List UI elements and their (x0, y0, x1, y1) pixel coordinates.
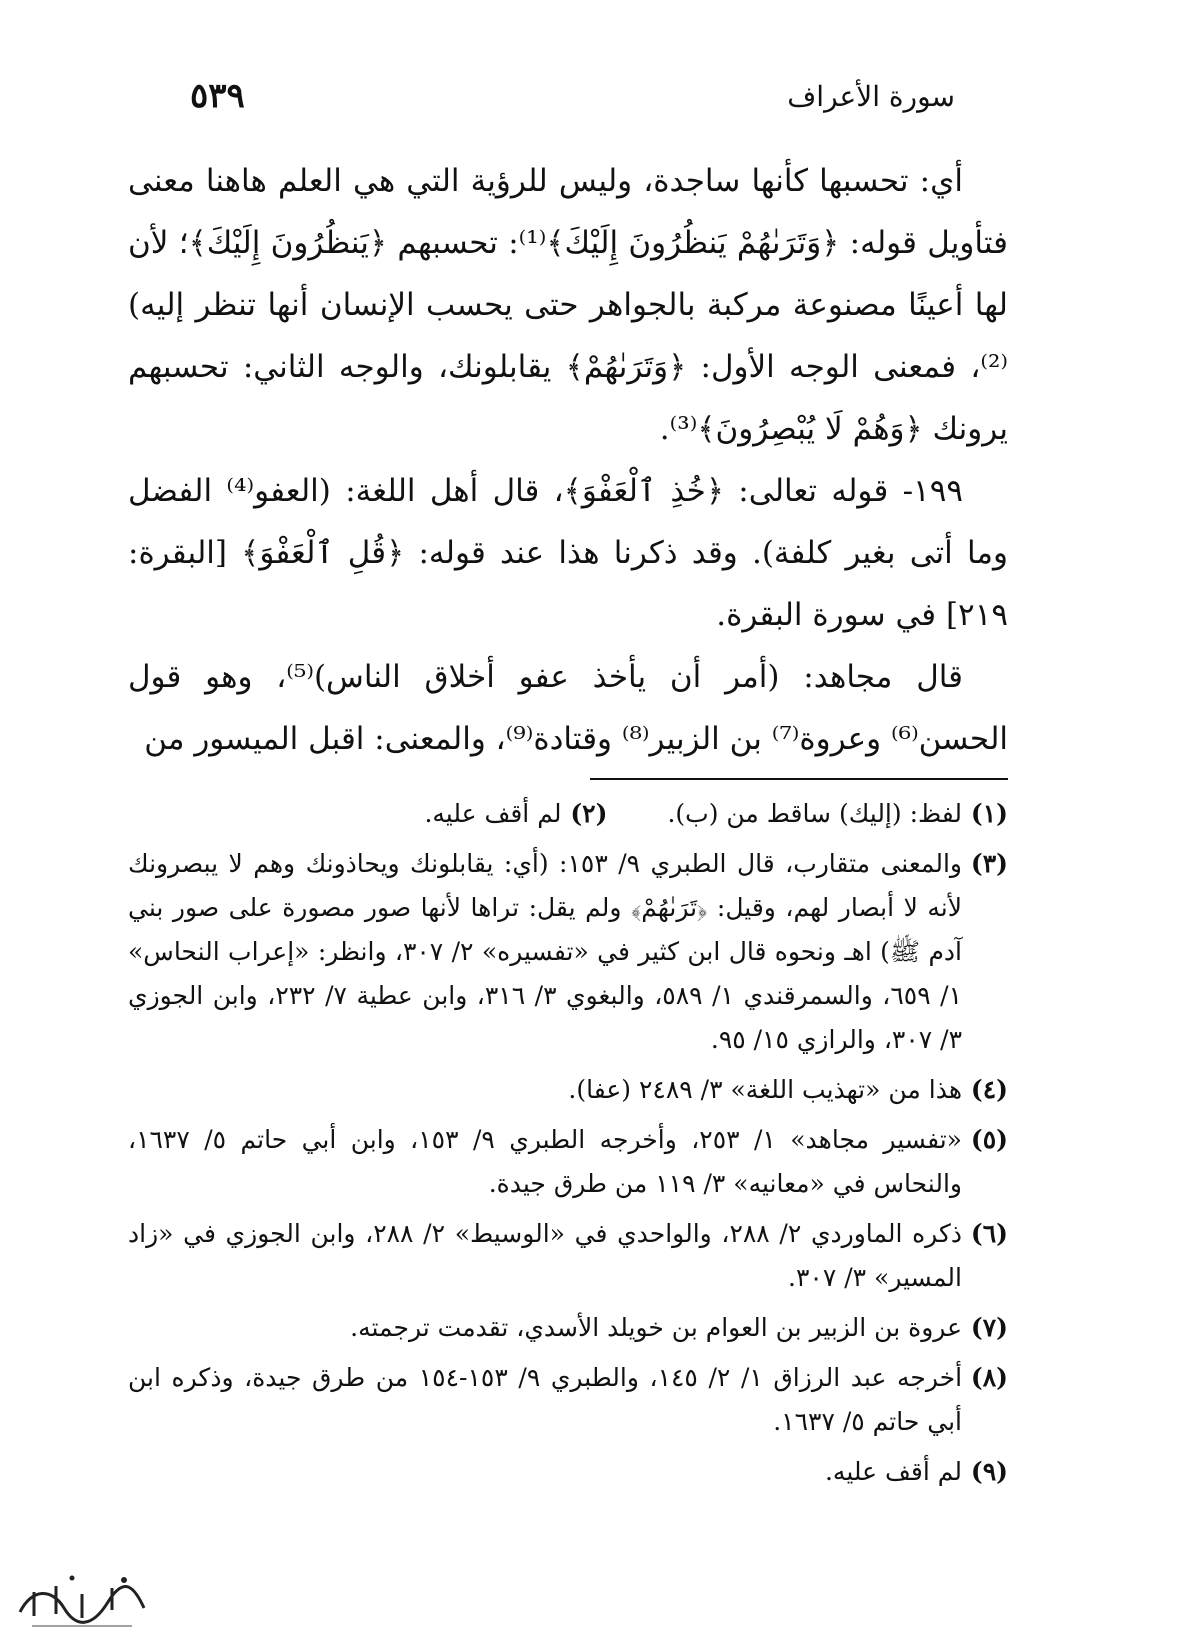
footnote-row (128, 792, 1008, 842)
paragraph-1: أي: تحسبها كأنها ساجدة، وليس للرؤية التي هي العلم هاهنا معنى فتأويل قوله: ﴿وَتَرَىٰهُمْ يَنظُرُونَ إِلَيْكَ﴾⁽¹⁾: تحسبهم ﴿يَنظُرُونَ إِلَيْكَ﴾؛ لأن لها أعينًا مصنوعة مركبة بالجواهر حتى يحسب الإنسان أنها تنظر إليه)⁽²⁾، فمعنى الوجه الأول: ﴿وَتَرَىٰهُمْ﴾ يقابلونك، والوجه الثاني: تحسبهم يرونك ﴿وَهُمْ لَا يُبْصِرُونَ﴾⁽³⁾. (128, 163, 1008, 447)
footnote-2 (424, 792, 607, 836)
footnote-text: ذكره الماوردي ٢/ ٢٨٨، والواحدي في «الوسيط» ٢/ ٢٨٨، وابن الجوزي في «زاد المسير» ٣/ ٣٠٧. (128, 1219, 963, 1292)
footnote-number: (١) (970, 799, 1008, 828)
footnote-number: (٤) (970, 1075, 1008, 1104)
footnote-text: والمعنى متقارب، قال الطبري ٩/ ١٥٣: (أي: يقابلونك ويحاذونك وهم لا يبصرونك لأنه لا أبصار لهم، وقيل: ﴿تَرَىٰهُمْ﴾ ولم يقل: تراها لأنها صور مصورة على صور بني آدم ﷺ) اهـ ونحوه قال ابن كثير في «تفسيره» ٢/ ٣٠٧، وانظر: «إعراب النحاس» ١/ ٦٥٩، والسمرقندي ١/ ٥٨٩، والبغوي ٣/ ٣١٦، وابن عطية ٧/ ٢٣٢، وابن الجوزي ٣/ ٣٠٧، والرازي ١٥/ ٩٥. (128, 849, 963, 1054)
footnote-text: لم أقف عليه. (824, 1457, 962, 1486)
library-logo-icon (12, 1568, 152, 1638)
footnote-text: لفظ: (إليك) ساقط من (ب). (667, 799, 962, 828)
footnote-number: (٧) (970, 1313, 1008, 1342)
footnote-number: (٦) (970, 1219, 1008, 1248)
footnote-4 (128, 1068, 1008, 1112)
footnote-7 (128, 1306, 1008, 1350)
footnote-text: لم أقف عليه. (424, 799, 562, 828)
surah-title: سورة الأعراف (787, 80, 955, 113)
page-number: ٥٣٩ (190, 76, 245, 116)
footnote-5 (128, 1118, 1008, 1206)
paragraph-3: قال مجاهد: (أمر أن يأخذ عفو أخلاق الناس)⁽⁵⁾، وهو قول الحسن⁽⁶⁾ وعروة⁽⁷⁾ بن الزبير⁽⁸⁾ وقتادة⁽⁹⁾، والمعنى: اقبل الميسور من (128, 659, 1008, 757)
footnote-text: عروة بن الزبير بن العوام بن خويلد الأسدي، تقدمت ترجمته. (350, 1313, 962, 1342)
footnote-9 (128, 1450, 1008, 1494)
footnote-text: أخرجه عبد الرزاق ١/ ٢/ ١٤٥، والطبري ٩/ ١٥٣-١٥٤ من طرق جيدة، وذكره ابن أبي حاتم ٥/ ١٦٣٧. (128, 1363, 963, 1436)
footnote-separator (590, 778, 1008, 780)
footnote-text: هذا من «تهذيب اللغة» ٣/ ٢٤٨٩ (عفا). (568, 1075, 962, 1104)
footnote-8 (128, 1356, 1008, 1444)
footnote-text: «تفسير مجاهد» ١/ ٢٥٣، وأخرجه الطبري ٩/ ١٥٣، وابن أبي حاتم ٥/ ١٦٣٧، والنحاس في «معانيه» ٣/ ١١٩ من طرق جيدة. (128, 1125, 962, 1198)
footnote-number: (٥) (970, 1125, 1008, 1154)
footnote-6 (128, 1212, 1008, 1300)
footnote-3 (128, 842, 1008, 1062)
running-head (190, 76, 955, 130)
paragraph-2: ١٩٩- قوله تعالى: ﴿خُذِ ٱلْعَفْوَ﴾، قال أهل اللغة: (العفو⁽⁴⁾ الفضل وما أتى بغير كلفة). وقد ذكرنا هذا عند قوله: ﴿قُلِ ٱلْعَفْوَ﴾ [البقرة: ٢١٩] في سورة البقرة. (128, 473, 1008, 633)
footnotes (128, 792, 1008, 1500)
footnote-1 (667, 792, 1008, 836)
footnote-number: (٩) (970, 1457, 1008, 1486)
main-text (128, 150, 1008, 770)
footnote-number: (٢) (570, 799, 608, 828)
footnote-number: (٨) (970, 1363, 1008, 1392)
footnote-number: (٣) (970, 849, 1008, 878)
